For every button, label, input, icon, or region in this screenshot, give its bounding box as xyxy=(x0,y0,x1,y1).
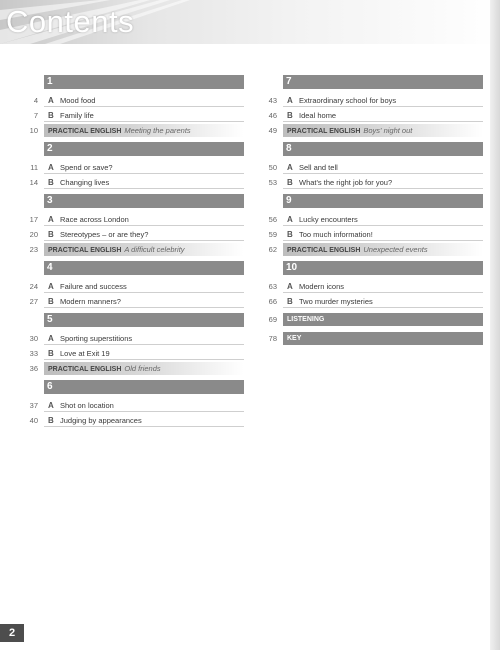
row-divider xyxy=(44,121,244,122)
lesson-title: Too much information! xyxy=(299,230,373,239)
lesson-letter: B xyxy=(48,297,54,306)
practical-english-label: PRACTICAL ENGLISH Old friends xyxy=(48,364,161,373)
row-divider xyxy=(44,411,244,412)
entry-page-number: 43 xyxy=(268,96,277,105)
entry-page-number: 49 xyxy=(268,126,277,135)
practical-english-label: PRACTICAL ENGLISH Boys' night out xyxy=(287,126,413,135)
entry-page-number: 40 xyxy=(29,416,38,425)
section-label: LISTENING xyxy=(287,316,325,323)
entry-page-number: 53 xyxy=(268,178,277,187)
lesson-title: Race across London xyxy=(60,215,129,224)
row-divider xyxy=(283,188,483,189)
row-divider xyxy=(44,359,244,360)
entry-page-number: 30 xyxy=(29,334,38,343)
practical-english-row[interactable] xyxy=(24,124,244,137)
practical-english-title: Unexpected events xyxy=(363,245,428,254)
lesson-title: Ideal home xyxy=(299,111,337,120)
lesson-title: Failure and success xyxy=(60,282,127,291)
lesson-letter: A xyxy=(48,215,54,224)
lesson-title: Judging by appearances xyxy=(60,416,142,425)
lesson-row[interactable] xyxy=(24,109,244,122)
practical-english-label: PRACTICAL ENGLISH Unexpected events xyxy=(287,245,428,254)
unit-header-3 xyxy=(44,194,244,208)
unit-header-9 xyxy=(283,194,483,208)
row-divider xyxy=(283,173,483,174)
unit-number: 4 xyxy=(47,262,53,273)
lesson-letter: B xyxy=(48,230,54,239)
practical-english-row[interactable] xyxy=(24,243,244,256)
entry-page-number: 50 xyxy=(268,163,277,172)
entry-page-number: 37 xyxy=(29,401,38,410)
lesson-letter: B xyxy=(48,416,54,425)
lesson-row[interactable] xyxy=(24,161,244,174)
lesson-row[interactable] xyxy=(263,161,483,174)
lesson-letter: B xyxy=(287,178,293,187)
unit-number: 5 xyxy=(47,314,53,325)
lesson-title: Sell and tell xyxy=(299,163,338,172)
lesson-title: Lucky encounters xyxy=(299,215,358,224)
entry-page-number: 62 xyxy=(268,245,277,254)
lesson-letter: A xyxy=(48,401,54,410)
lesson-title: Mood food xyxy=(60,96,96,105)
unit-number: 9 xyxy=(286,195,292,206)
lesson-title: Two murder mysteries xyxy=(299,297,373,306)
unit-number: 1 xyxy=(47,76,53,87)
row-divider xyxy=(44,344,244,345)
row-divider xyxy=(283,292,483,293)
lesson-title: Spend or save? xyxy=(60,163,113,172)
practical-english-label: PRACTICAL ENGLISH A difficult celebrity xyxy=(48,245,185,254)
row-divider xyxy=(44,240,244,241)
row-divider xyxy=(283,121,483,122)
entry-page-number: 10 xyxy=(29,126,38,135)
lesson-letter: A xyxy=(48,282,54,291)
unit-header-2 xyxy=(44,142,244,156)
entry-page-number: 56 xyxy=(268,215,277,224)
entry-page-number: 66 xyxy=(268,297,277,306)
row-divider xyxy=(44,106,244,107)
lesson-title: Love at Exit 19 xyxy=(60,349,110,358)
page-edge xyxy=(490,0,500,650)
entry-page-number: 78 xyxy=(268,334,277,343)
lesson-letter: B xyxy=(287,297,293,306)
unit-number: 10 xyxy=(286,262,298,273)
unit-header-1 xyxy=(44,75,244,89)
entry-page-number: 24 xyxy=(29,282,38,291)
unit-number: 6 xyxy=(47,381,53,392)
unit-header-8 xyxy=(283,142,483,156)
entry-page-number: 20 xyxy=(29,230,38,239)
unit-header-6 xyxy=(44,380,244,394)
unit-number: 2 xyxy=(47,143,53,154)
entry-page-number: 17 xyxy=(29,215,38,224)
page-title: Contents xyxy=(6,4,135,39)
lesson-title: Family life xyxy=(60,111,94,120)
practical-english-row[interactable] xyxy=(24,362,244,375)
lesson-title: Changing lives xyxy=(60,178,110,187)
lesson-row[interactable] xyxy=(263,228,483,241)
row-divider xyxy=(44,225,244,226)
practical-english-title: A difficult celebrity xyxy=(124,245,185,254)
lesson-row[interactable] xyxy=(24,399,244,412)
lesson-title: Extraordinary school for boys xyxy=(299,96,397,105)
entry-page-number: 63 xyxy=(268,282,277,291)
lesson-row[interactable] xyxy=(24,332,244,345)
lesson-title: Modern manners? xyxy=(60,297,121,306)
entry-page-number: 23 xyxy=(29,245,38,254)
entry-page-number: 4 xyxy=(33,96,38,105)
unit-number: 8 xyxy=(286,143,292,154)
section-bar-key xyxy=(283,332,483,345)
practical-english-row[interactable] xyxy=(263,243,483,256)
lesson-row[interactable] xyxy=(263,295,483,308)
lesson-title: Stereotypes – or are they? xyxy=(60,230,149,239)
entry-page-number: 69 xyxy=(268,315,277,324)
entry-page-number: 46 xyxy=(268,111,277,120)
row-divider xyxy=(283,106,483,107)
row-divider xyxy=(283,307,483,308)
section-label: KEY xyxy=(287,335,302,342)
lesson-letter: A xyxy=(287,215,293,224)
section-bar-listening xyxy=(283,313,483,326)
entry-page-number: 14 xyxy=(29,178,38,187)
lesson-letter: A xyxy=(48,96,54,105)
unit-header-7 xyxy=(283,75,483,89)
lesson-row[interactable] xyxy=(263,94,483,107)
lesson-title: What's the right job for you? xyxy=(299,178,393,187)
entry-page-number: 27 xyxy=(29,297,38,306)
unit-number: 7 xyxy=(286,76,292,87)
lesson-row[interactable] xyxy=(263,280,483,293)
entry-page-number: 59 xyxy=(268,230,277,239)
lesson-row[interactable] xyxy=(24,295,244,308)
lesson-row[interactable] xyxy=(24,414,244,427)
section-row[interactable] xyxy=(263,332,483,345)
practical-english-row[interactable] xyxy=(263,124,483,137)
lesson-row[interactable] xyxy=(24,176,244,189)
lesson-row[interactable] xyxy=(263,109,483,122)
lesson-title: Sporting superstitions xyxy=(60,334,133,343)
practical-english-title: Meeting the parents xyxy=(124,126,191,135)
lesson-letter: A xyxy=(48,163,54,172)
lesson-letter: B xyxy=(48,349,54,358)
lesson-title: Shot on location xyxy=(60,401,114,410)
practical-english-title: Old friends xyxy=(124,364,161,373)
entry-page-number: 7 xyxy=(33,111,38,120)
lesson-letter: B xyxy=(48,111,54,120)
lesson-row[interactable] xyxy=(24,94,244,107)
lesson-letter: A xyxy=(287,282,293,291)
lesson-row[interactable] xyxy=(263,176,483,189)
row-divider xyxy=(44,173,244,174)
page-number: 2 xyxy=(0,624,24,642)
row-divider xyxy=(44,307,244,308)
unit-number: 3 xyxy=(47,195,53,206)
entry-page-number: 33 xyxy=(29,349,38,358)
lesson-row[interactable] xyxy=(24,280,244,293)
practical-english-title: Boys' night out xyxy=(363,126,413,135)
lesson-letter: A xyxy=(287,96,293,105)
entry-page-number: 36 xyxy=(29,364,38,373)
row-divider xyxy=(283,240,483,241)
lesson-row[interactable] xyxy=(24,228,244,241)
section-row[interactable] xyxy=(263,313,483,326)
row-divider xyxy=(44,292,244,293)
row-divider xyxy=(44,188,244,189)
row-divider xyxy=(44,426,244,427)
lesson-row[interactable] xyxy=(263,213,483,226)
lesson-letter: B xyxy=(48,178,54,187)
unit-header-10 xyxy=(283,261,483,275)
practical-english-label: PRACTICAL ENGLISH Meeting the parents xyxy=(48,126,191,135)
lesson-letter: A xyxy=(48,334,54,343)
lesson-letter: A xyxy=(287,163,293,172)
lesson-row[interactable] xyxy=(24,213,244,226)
title-banner xyxy=(0,0,500,44)
unit-header-5 xyxy=(44,313,244,327)
lesson-letter: B xyxy=(287,111,293,120)
lesson-title: Modern icons xyxy=(299,282,345,291)
unit-header-4 xyxy=(44,261,244,275)
row-divider xyxy=(283,225,483,226)
lesson-row[interactable] xyxy=(24,347,244,360)
entry-page-number: 11 xyxy=(30,163,38,172)
lesson-letter: B xyxy=(287,230,293,239)
